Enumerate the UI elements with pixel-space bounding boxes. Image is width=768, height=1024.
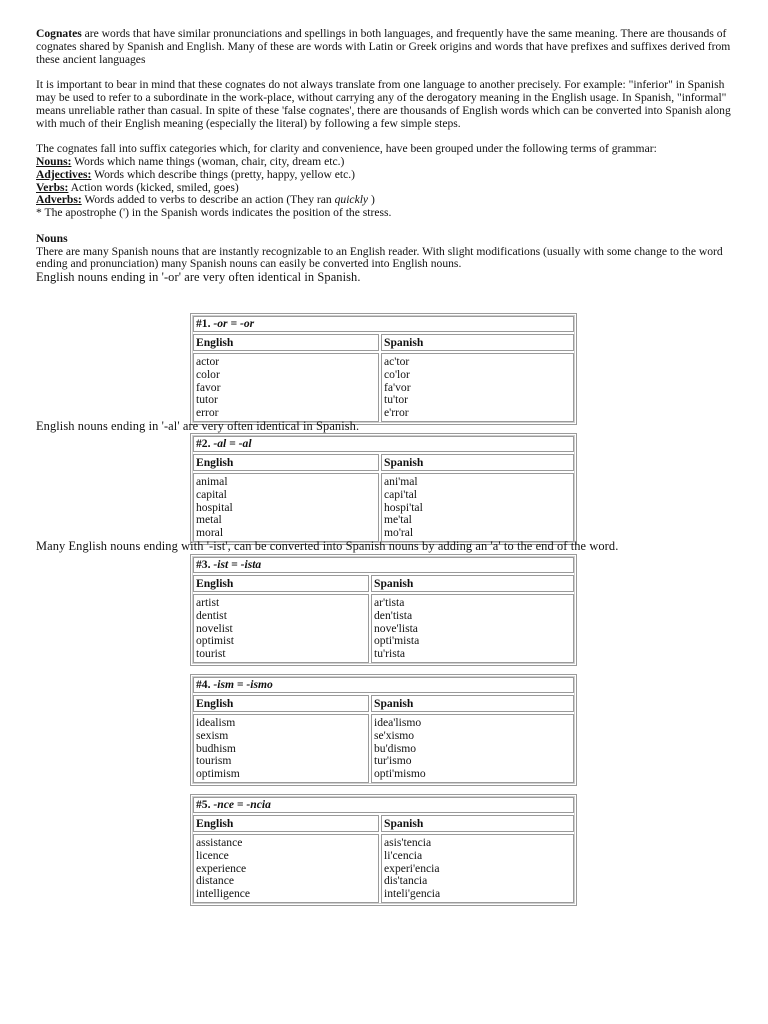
column-header-spanish: Spanish	[371, 695, 574, 712]
table-column-headers	[193, 815, 574, 832]
spanish-word: tu'tor	[384, 393, 408, 407]
spanish-word: dis'tancia	[384, 874, 428, 888]
spanish-word: mo'ral	[384, 526, 414, 540]
column-header-english: English	[193, 695, 369, 712]
document	[36, 28, 736, 285]
lead-ist: Many English nouns ending with '-ist', can be converted into Spanish nouns by adding an 'a' to the end of the word.	[36, 539, 619, 553]
spanish-word: hospi'tal	[384, 500, 423, 514]
column-header-spanish: Spanish	[381, 454, 574, 471]
table-number: #4.	[196, 678, 214, 691]
english-words-cell	[193, 714, 369, 783]
column-header-spanish: Spanish	[371, 575, 574, 592]
table-body	[193, 714, 574, 783]
column-header-english: English	[193, 334, 379, 351]
english-word: color	[196, 367, 220, 381]
table-ist	[190, 554, 577, 666]
spanish-word: capi'tal	[384, 487, 417, 501]
table-number: #3.	[196, 558, 214, 571]
column-header-english: English	[193, 454, 379, 471]
table-rule: -ism = -ismo	[213, 678, 273, 691]
table-nce	[190, 794, 577, 906]
stress-note: * The apostrophe (') in the Spanish words indicates the position of the stress.	[36, 206, 392, 220]
spanish-words-cell	[371, 714, 574, 783]
table-or	[190, 313, 577, 425]
spanish-word: co'lor	[384, 367, 410, 381]
table-title	[193, 316, 574, 332]
spanish-words-cell	[371, 594, 574, 663]
adverbs-close: )	[368, 193, 375, 207]
lead-al: English nouns ending in '-al' are very often identical in Spanish.	[36, 419, 360, 433]
english-word: tutor	[196, 393, 218, 407]
spanish-word: opti'mista	[374, 634, 420, 648]
english-word: optimist	[196, 634, 235, 648]
intro-paragraph-1-text: are words that have similar pronunciations and spellings in both languages, and frequently have the same meaning. There are thousands of cognates shared by Spanish and English. Many of these are words with Latin or Greek origins and words that have prefixes and suffixes derived from these ancient languages	[36, 27, 731, 66]
english-word: dentist	[196, 608, 227, 622]
table-column-headers	[193, 575, 574, 592]
spanish-word: ac'tor	[384, 355, 410, 368]
verbs-label: Verbs:	[36, 180, 69, 194]
spanish-word: ar'tista	[374, 596, 405, 609]
table-al	[190, 433, 577, 545]
spanish-word: experi'encia	[384, 861, 440, 875]
table-title	[193, 557, 574, 573]
table-rule: -or = -or	[213, 317, 255, 330]
english-words-cell	[193, 594, 369, 663]
english-word: intelligence	[196, 887, 251, 901]
english-word: tourism	[196, 754, 232, 768]
table-title	[193, 436, 574, 452]
english-word: distance	[196, 874, 234, 888]
english-word: favor	[196, 380, 221, 394]
nouns-heading: Nouns	[36, 231, 68, 245]
english-words-cell	[193, 473, 379, 542]
table-column-headers	[193, 334, 574, 351]
table-rule: -ist = -ista	[213, 558, 262, 571]
spanish-word: e'rror	[384, 406, 409, 420]
intro-paragraph-2: It is important to bear in mind that these cognates do not always translate from one language to another precisely. For example: "inferior" in Spanish may be used to refer to a subordinate in the work-place, without carrying any of the derogatory meaning in the English usage. In Spanish, "informal" means unreliable rather than casual. In spite of these 'false cognates', there are thousands of English words which can be converted into Spanish along with much of their English meaning (especially the literal) by following a few simple steps.	[36, 78, 731, 130]
table-body	[193, 834, 574, 903]
intro-paragraph-3: The cognates fall into suffix categories which, for clarity and convenience, have been grouped under the following terms of grammar:	[36, 142, 657, 156]
column-header-spanish: Spanish	[381, 815, 574, 832]
english-word: novelist	[196, 621, 233, 635]
intro-paragraph-1	[36, 28, 736, 66]
english-word: error	[196, 406, 219, 420]
table-body	[193, 473, 574, 542]
cognates-term: Cognates	[36, 27, 82, 40]
adverbs-label: Adverbs:	[36, 193, 82, 207]
english-word: optimism	[196, 767, 240, 781]
verbs-definition: Action words (kicked, smiled, goes)	[68, 180, 239, 194]
english-word: idealism	[196, 716, 236, 729]
table-body	[193, 594, 574, 663]
spanish-word: asis'tencia	[384, 836, 432, 849]
spanish-word: idea'lismo	[374, 716, 422, 729]
spanish-word: tur'ismo	[374, 754, 412, 768]
spanish-words-cell	[381, 834, 574, 903]
spanish-word: nove'lista	[374, 621, 418, 635]
adjectives-definition: Words which describe things (pretty, happy, yellow etc.)	[91, 167, 355, 181]
english-word: tourist	[196, 647, 226, 661]
table-column-headers	[193, 454, 574, 471]
nouns-definition: Words which name things (woman, chair, city, dream etc.)	[71, 154, 345, 168]
spanish-word: den'tista	[374, 608, 413, 622]
nouns-paragraph: There are many Spanish nouns that are instantly recognizable to an English reader. With slight modifications (usually with some change to the word ending and pronunciation) many Spanish nouns can easily be converted into English nouns.	[36, 244, 723, 271]
nouns-label: Nouns:	[36, 154, 72, 168]
spanish-words-cell	[381, 353, 574, 422]
table-rule: -al = -al	[213, 437, 252, 450]
english-word: metal	[196, 513, 222, 527]
english-word: licence	[196, 848, 229, 862]
spanish-word: opti'mismo	[374, 767, 426, 781]
table-number: #2.	[196, 437, 214, 450]
lead-or: English nouns ending in '-or' are very often identical in Spanish.	[36, 270, 361, 285]
adjectives-label: Adjectives:	[36, 167, 92, 181]
spanish-word: bu'dismo	[374, 741, 417, 755]
english-words-cell	[193, 353, 379, 422]
table-title	[193, 797, 574, 813]
spanish-word: inteli'gencia	[384, 887, 441, 901]
english-word: animal	[196, 475, 228, 488]
spanish-word: fa'vor	[384, 380, 411, 394]
adverbs-example: quickly	[334, 193, 369, 207]
spanish-words-cell	[381, 473, 574, 542]
column-header-english: English	[193, 815, 379, 832]
column-header-english: English	[193, 575, 369, 592]
english-word: assistance	[196, 836, 243, 849]
spanish-word: ani'mal	[384, 475, 418, 488]
table-number: #5.	[196, 798, 214, 811]
spanish-word: me'tal	[384, 513, 412, 527]
table-rule: -nce = -ncia	[213, 798, 271, 811]
table-ism	[190, 674, 577, 786]
english-word: artist	[196, 596, 220, 609]
english-word: moral	[196, 526, 224, 540]
column-header-spanish: Spanish	[381, 334, 574, 351]
table-number: #1.	[196, 317, 214, 330]
spanish-word: se'xismo	[374, 728, 415, 742]
english-words-cell	[193, 834, 379, 903]
english-word: budhism	[196, 741, 236, 755]
spanish-word: tu'rista	[374, 647, 406, 661]
english-word: capital	[196, 487, 227, 501]
table-body	[193, 353, 574, 422]
english-word: actor	[196, 355, 220, 368]
english-word: sexism	[196, 728, 229, 742]
table-title	[193, 677, 574, 693]
english-word: experience	[196, 861, 247, 875]
adverbs-definition: Words added to verbs to describe an action (They ran	[81, 193, 335, 207]
spanish-word: li'cencia	[384, 848, 423, 862]
english-word: hospital	[196, 500, 233, 514]
table-column-headers	[193, 695, 574, 712]
